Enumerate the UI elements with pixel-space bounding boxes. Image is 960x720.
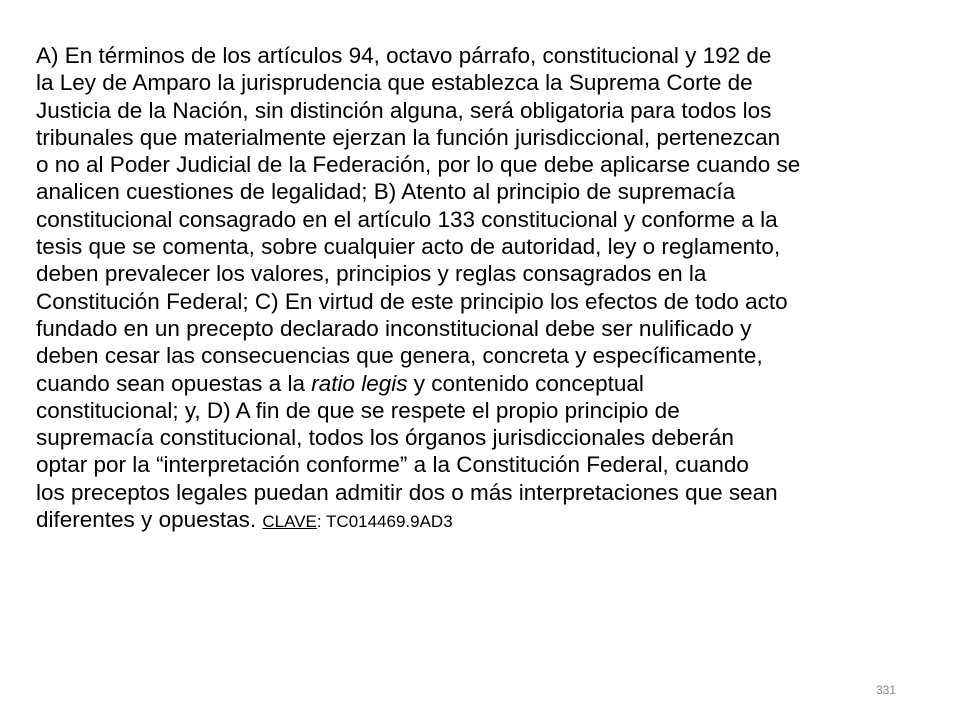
text-line: optar por la “interpretación conforme” a la Constitución Federal, cuando bbox=[36, 452, 749, 478]
text-line: los preceptos legales puedan admitir dos o más interpretaciones que sean bbox=[36, 479, 778, 505]
text-line: Justicia de la Nación, sin distinción alguna, será obligatoria para todos los bbox=[36, 97, 772, 123]
text-line: A) En términos de los artículos 94, octavo párrafo, constitucional y 192 de bbox=[36, 43, 772, 68]
text-segment: cuando sean opuestas a la bbox=[36, 370, 312, 396]
clave-label: CLAVE bbox=[262, 512, 317, 532]
text-line: la Ley de Amparo la jurisprudencia que establezca la Suprema Corte de bbox=[36, 70, 753, 96]
text-line: fundado en un precepto declarado inconstitucional debe ser nulificado y bbox=[36, 315, 752, 341]
text-line-last bbox=[36, 506, 926, 535]
text-line: deben prevalecer los valores, principios y reglas consagrados en la bbox=[36, 261, 707, 287]
text-segment: diferentes y opuestas. bbox=[36, 507, 263, 533]
body-paragraph bbox=[36, 42, 926, 535]
text-line: Constitución Federal; C) En virtud de este principio los efectos de todo acto bbox=[36, 288, 788, 314]
text-line: constitucional consagrado en el artículo 133 constitucional y conforme a la bbox=[36, 206, 778, 232]
clave-value: : TC014469.9AD3 bbox=[316, 512, 453, 532]
text-line: constitucional; y, D) A fin de que se respete el propio principio de bbox=[36, 397, 680, 423]
text-line-with-italic bbox=[36, 370, 926, 397]
text-line: tribunales que materialmente ejerzan la función jurisdiccional, pertenezcan bbox=[36, 124, 781, 150]
text-line: o no al Poder Judicial de la Federación, por lo que debe aplicarse cuando se bbox=[36, 152, 801, 178]
text-line: supremacía constitucional, todos los órganos jurisdiccionales deberán bbox=[36, 425, 734, 451]
italic-term: ratio legis bbox=[311, 370, 408, 396]
clave-reference bbox=[262, 512, 452, 531]
text-segment: y contenido conceptual bbox=[407, 370, 644, 396]
text-line: deben cesar las consecuencias que genera, concreta y específicamente, bbox=[36, 343, 763, 369]
text-line: tesis que se comenta, sobre cualquier acto de autoridad, ley o reglamento, bbox=[36, 234, 781, 260]
text-line: analicen cuestiones de legalidad; B) Atento al principio de supremacía bbox=[36, 179, 736, 205]
page-number: 331 bbox=[876, 683, 897, 697]
